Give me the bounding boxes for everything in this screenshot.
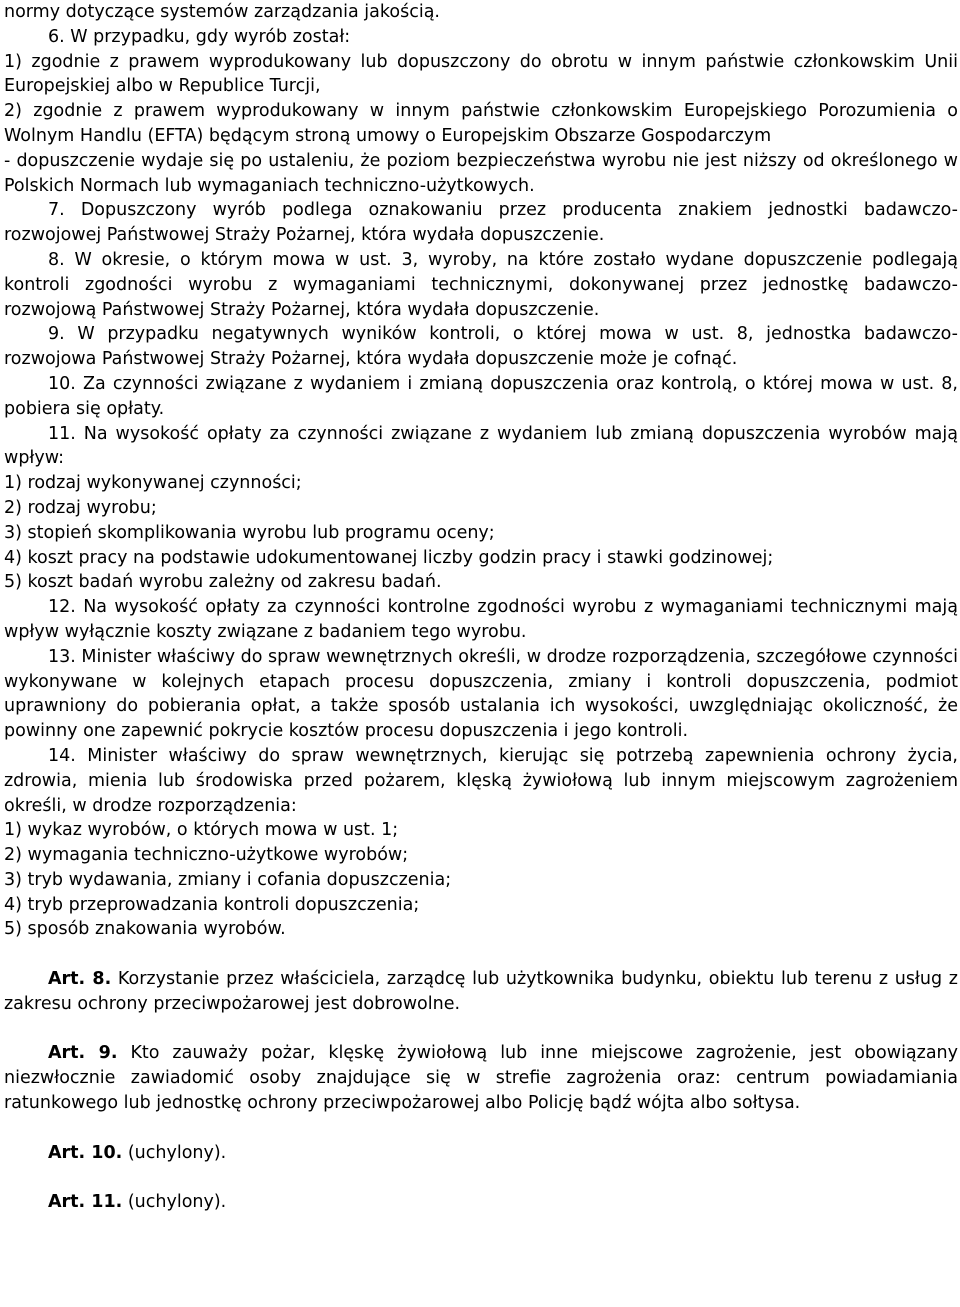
article-10-label: Art. 10. [48,1142,123,1163]
list-item-11-4: 4) koszt pracy na podstawie udokumentowanej liczby godzin pracy i stawki godzinowej; [4,547,774,568]
list-item-14-2: 2) wymagania techniczno-użytkowe wyrobów; [4,845,409,866]
article-8 [4,967,958,1017]
paragraph-item-6: 6. W przypadku, gdy wyrób został: [48,26,351,47]
list-item-6-2: 2) zgodnie z prawem wyprodukowany w innym państwie członkowskim Europejskiego Porozumienia o Wolnym Handlu (EFTA) będącym stroną umowy o Europejskim Obszarze Gospodarczym [4,101,958,146]
paragraph-item-14: 14. Minister właściwy do spraw wewnętrznych, kierując się potrzebą zapewnienia ochrony życia, zdrowia, mienia lub środowiska przed pożarem, klęską żywiołową lub innym miejscowym zagrożeniem określi, w drodze rozporządzenia: [4,745,958,816]
list-item-14-4: 4) tryb przeprowadzania kontroli dopuszczenia; [4,894,420,915]
list-item-14-3: 3) tryb wydawania, zmiany i cofania dopuszczenia; [4,869,452,890]
paragraph-item-7: 7. Dopuszczony wyrób podlega oznakowaniu przez producenta znakiem jednostki badawczo-rozwojowej Państwowej Straży Pożarnej, która wydała dopuszczenie. [4,200,958,246]
list-item-11-3: 3) stopień skomplikowania wyrobu lub programu oceny; [4,522,495,543]
text-line-continuation: normy dotyczące systemów zarządzania jakością. [4,2,440,22]
list-item-11-5: 5) koszt badań wyrobu zależny od zakresu badań. [4,572,442,593]
article-9 [4,1041,958,1115]
article-9-label: Art. 9. [48,1043,118,1064]
paragraph-item-13: 13. Minister właściwy do spraw wewnętrznych określi, w drodze rozporządzenia, szczegółowe czynności wykonywane w kolejnych etapach procesu dopuszczenia, zmiany i kontroli dopuszczenia, podmiot uprawniony do pobierania opłat, a także sposób ustalania ich wysokości, uwzględniając okoliczność, że powinny one zapewnić pokrycie kosztów procesu dopuszczenia i jego kontroli. [4,646,958,742]
list-item-11-2: 2) rodzaj wyrobu; [4,497,157,518]
paragraph-item-9: 9. W przypadku negatywnych wyników kontroli, o której mowa w ust. 8, jednostka badawczo-rozwojowa Państwowej Straży Pożarnej, która wydała dopuszczenie może je cofnąć. [4,324,958,370]
article-10-text: (uchylony). [122,1142,227,1163]
list-item-14-1: 1) wykaz wyrobów, o których mowa w ust. 1; [4,820,399,841]
paragraph-item-12: 12. Na wysokość opłaty za czynności kontrolne zgodności wyrobu z wymaganiami technicznymi mają wpływ wyłącznie koszty związane z badaniem tego wyrobu. [4,597,958,642]
article-10 [4,1141,958,1166]
article-8-text: Korzystanie przez właściciela, zarządcę lub użytkownika budynku, obiektu lub terenu z usług z zakresu ochrony przeciwpożarowej jest dobrowolne. [4,969,958,1014]
paragraph-item-6-conclusion: - dopuszczenie wydaje się po ustaleniu, że poziom bezpieczeństwa wyrobu nie jest niższy od określonego w Polskich Normach lub wymaganiach techniczno-użytkowych. [4,150,958,196]
article-11-label: Art. 11. [48,1192,123,1213]
list-item-11-1: 1) rodzaj wykonywanej czynności; [4,473,302,494]
list-item-14-5: 5) sposób znakowania wyrobów. [4,919,286,940]
article-11 [4,1190,958,1215]
paragraph-item-11: 11. Na wysokość opłaty za czynności związane z wydaniem lub zmianą dopuszczenia wyrobów mają wpływ: [4,423,958,469]
article-8-label: Art. 8. [48,969,112,990]
paragraph-item-10: 10. Za czynności związane z wydaniem i zmianą dopuszczenia oraz kontrolą, o której mowa w ust. 8, pobiera się opłaty. [4,373,958,419]
document-page [4,0,958,1215]
article-11-text: (uchylony). [122,1192,227,1213]
paragraph-item-8: 8. W okresie, o którym mowa w ust. 3, wyroby, na które zostało wydane dopuszczenie podlegają kontroli zgodności wyrobu z wymaganiami technicznymi, dokonywanej przez jednostkę badawczo-rozwojową Państwowej Straży Pożarnej, która wydała dopuszczenie. [4,249,958,320]
list-item-6-1: 1) zgodnie z prawem wyprodukowany lub dopuszczony do obrotu w innym państwie członkowskim Unii Europejskiej albo w Republice Turcji, [4,51,958,97]
article-9-text: Kto zauważy pożar, klęskę żywiołową lub inne miejscowe zagrożenie, jest obowiązany niezwłocznie zawiadomić osoby znajdujące się w strefie zagrożenia oraz: centrum powiadamiania ratunkowego lub jednostkę ochrony przeciwpożarowej albo Policję bądź wójta albo sołtysa. [4,1043,959,1114]
